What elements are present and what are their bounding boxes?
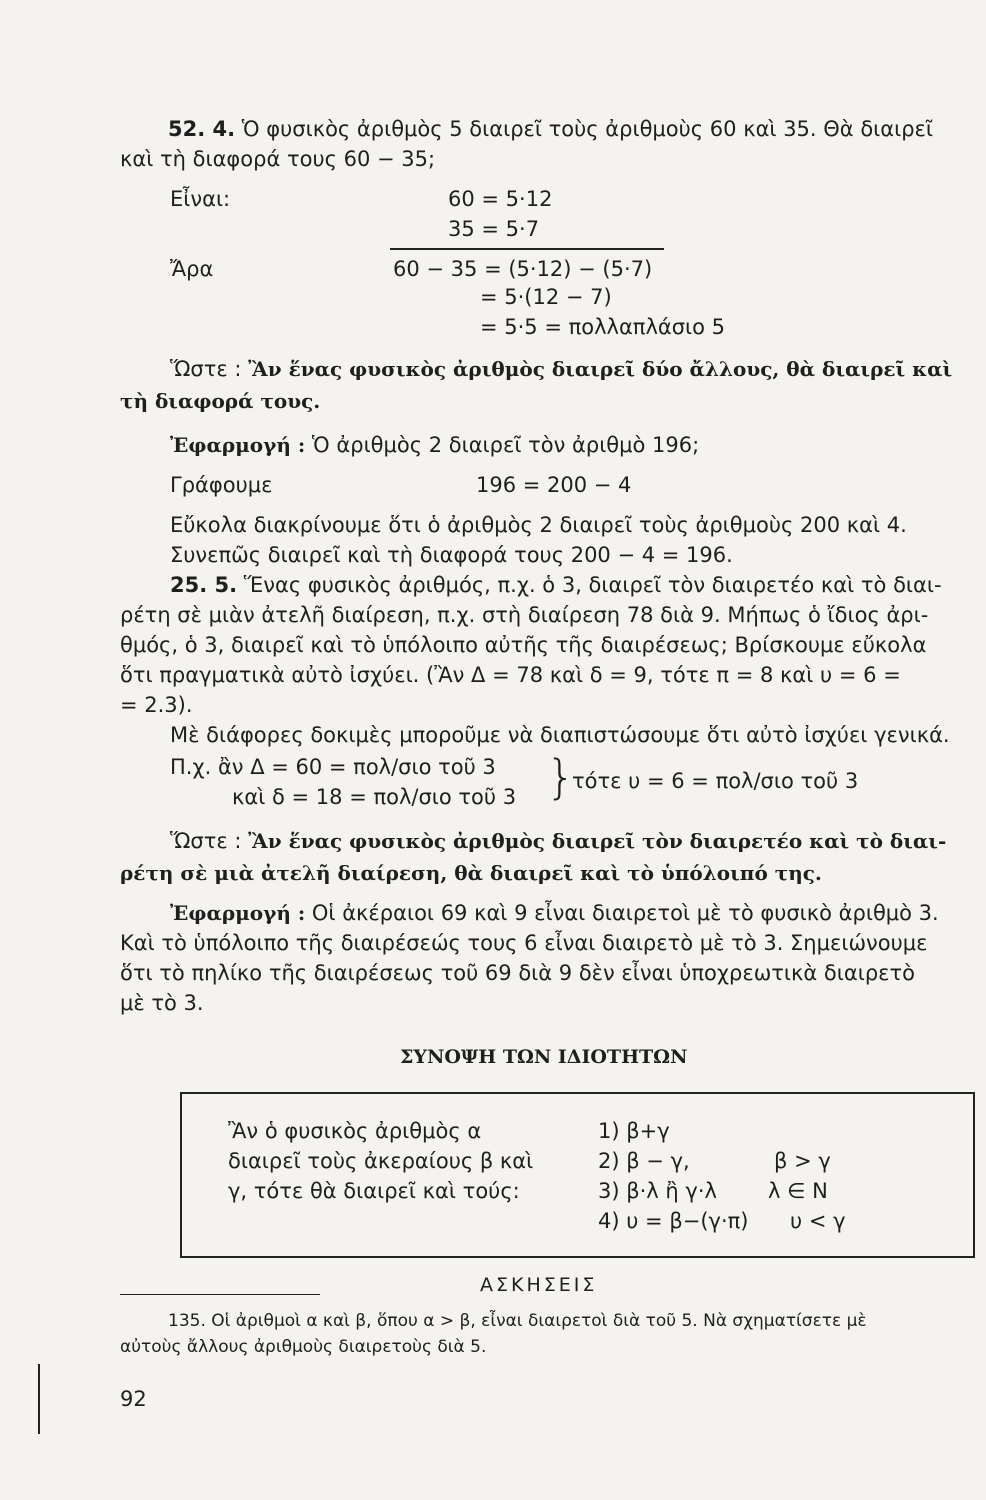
section-25-line4: ὅτι πραγματικὰ αὐτὸ ἰσχύει. (Ἂν Δ = 78 καὶ δ = 9, τότε π = 8 καὶ υ = 6 = bbox=[120, 663, 901, 687]
exercises-heading: ΑΣΚΗΣΕΙΣ bbox=[480, 1274, 598, 1296]
summary-item-3: 3) β·λ ἢ γ·λ bbox=[598, 1179, 717, 1203]
application-2-line1 bbox=[170, 898, 939, 928]
footnote-rule bbox=[120, 1294, 320, 1295]
summary-item-4: 4) υ = β−(γ·π) bbox=[598, 1209, 749, 1233]
section-number: 52. 4. bbox=[168, 117, 236, 141]
summary-item-1: 1) β+γ bbox=[598, 1119, 670, 1143]
section-25-line3: θμός, ὁ 3, διαιρεῖ καὶ τὸ ὑπόλοιπο αὐτῆς τῆς διαιρέσεως; Βρίσκουμε εὔκολα bbox=[120, 633, 927, 657]
section-25-line2: ρέτη σὲ μιὰν ἀτελῆ διαίρεση, π.χ. στὴ διαίρεση 78 διὰ 9. Μήπως ὁ ἴδιος ἀρι- bbox=[120, 603, 929, 627]
section-52-intro-line2: καὶ τὴ διαφορά τους 60 − 35; bbox=[120, 147, 436, 171]
application-line1: Εὔκολα διακρίνουμε ὅτι ὁ ἀριθμὸς 2 διαιρεῖ τοὺς ἀριθμοὺς 200 καὶ 4. bbox=[170, 513, 907, 537]
summary-left-line1: Ἂν ὁ φυσικὸς ἀριθμὸς α bbox=[228, 1119, 482, 1143]
rule-1-text: Ἂν ἕνας φυσικὸς ἀριθμὸς διαιρεῖ δύο ἄλλους, θὰ διαιρεῖ καὶ bbox=[248, 357, 953, 381]
rule-2-line2: ρέτη σὲ μιὰ ἀτελῆ διαίρεση, θὰ διαιρεῖ καὶ τὸ ὑπόλοιπό της. bbox=[120, 861, 822, 885]
section-25-line5: = 2.3). bbox=[120, 693, 193, 717]
equation-difference: 60 − 35 = (5·12) − (5·7) bbox=[393, 257, 653, 281]
hoste-label: Ὥστε : bbox=[170, 357, 242, 381]
summary-heading: ΣΥΝΟΨΗ ΤΩΝ ΙΔΙΟΤΗΤΩΝ bbox=[400, 1046, 688, 1068]
summary-item-4-condition: υ < γ bbox=[790, 1209, 846, 1233]
margin-line bbox=[38, 1364, 40, 1434]
equation-60: 60 = 5·12 bbox=[448, 187, 553, 211]
rule-2-line1 bbox=[170, 826, 946, 856]
section-52-intro-line1 bbox=[168, 114, 933, 144]
application-2-line2: Καὶ τὸ ὑπόλοιπο τῆς διαιρέσεώς τους 6 εἶναι διαιρετὸ μὲ τὸ 3. Σημειώνουμε bbox=[120, 931, 928, 955]
einai-label: Εἶναι: bbox=[170, 187, 231, 211]
exercise-135-line2: αὐτοὺς ἄλλους ἀριθμοὺς διαιρετοὺς διὰ 5. bbox=[120, 1337, 487, 1357]
section-number: 25. 5. bbox=[170, 573, 238, 597]
example-line1: Π.χ. ἂν Δ = 60 = πολ/σιο τοῦ 3 bbox=[170, 755, 496, 779]
example-line2: καὶ δ = 18 = πολ/σιο τοῦ 3 bbox=[232, 785, 517, 809]
subtraction-rule bbox=[390, 248, 664, 250]
page-number: 92 bbox=[120, 1387, 147, 1411]
equation-result: = 5·5 = πολλαπλάσιο 5 bbox=[480, 315, 726, 339]
rule-2-text: Ἂν ἕνας φυσικὸς ἀριθμὸς διαιρεῖ τὸν διαιρετέο καὶ τὸ διαι- bbox=[248, 829, 947, 853]
application-label: Ἐφαρμογή : bbox=[170, 901, 306, 925]
summary-item-2-condition: β > γ bbox=[774, 1149, 831, 1173]
summary-item-3-condition: λ ∈ N bbox=[768, 1179, 828, 1203]
application-text: Οἱ ἀκέραιοι 69 καὶ 9 εἶναι διαιρετοὶ μὲ τὸ φυσικὸ ἀριθμὸ 3. bbox=[311, 901, 939, 925]
application-text: Ὁ ἀριθμὸς 2 διαιρεῖ τὸν ἀριθμὸ 196; bbox=[311, 433, 700, 457]
exercise-135-line1: 135. Οἱ ἀριθμοὶ α καὶ β, ὅπου α > β, εἶναι διαιρετοὶ διὰ τοῦ 5. Νὰ σχηματίσετε μὲ bbox=[168, 1311, 867, 1331]
section-25-line6: Μὲ διάφορες δοκιμὲς μποροῦμε νὰ διαπιστώσουμε ὅτι αὐτὸ ἰσχύει γενικά. bbox=[170, 723, 950, 747]
application-equation: 196 = 200 − 4 bbox=[476, 473, 632, 497]
equation-35: 35 = 5·7 bbox=[448, 217, 540, 241]
application-label: Ἐφαρμογή : bbox=[170, 433, 306, 457]
summary-left-line2: διαιρεῖ τοὺς ἀκεραίους β καὶ bbox=[228, 1149, 534, 1173]
equation-factor: = 5·(12 − 7) bbox=[480, 285, 612, 309]
rule-1-line1 bbox=[170, 354, 952, 384]
ara-label: Ἄρα bbox=[170, 257, 214, 281]
intro-text: Ὁ φυσικὸς ἀριθμὸς 5 διαιρεῖ τοὺς ἀριθμοὺς 60 καὶ 35. Θὰ διαιρεῖ bbox=[241, 117, 934, 141]
summary-left-line3: γ, τότε θὰ διαιρεῖ καὶ τούς: bbox=[228, 1179, 520, 1203]
application-2-line4: μὲ τὸ 3. bbox=[120, 991, 204, 1015]
application-line2: Συνεπῶς διαιρεῖ καὶ τὴ διαφορά τους 200 − 4 = 196. bbox=[170, 543, 733, 567]
section-25-text: Ἕνας φυσικὸς ἀριθμός, π.χ. ὁ 3, διαιρεῖ τὸν διαιρετέο καὶ τὸ διαι- bbox=[243, 573, 942, 597]
grafoume-label: Γράφουμε bbox=[170, 473, 273, 497]
summary-item-2: 2) β − γ, bbox=[598, 1149, 690, 1173]
example-result: τότε υ = 6 = πολ/σιο τοῦ 3 bbox=[572, 769, 859, 793]
application-2-line3: ὅτι τὸ πηλίκο τῆς διαιρέσεως τοῦ 69 διὰ 9 δὲν εἶναι ὑποχρεωτικὰ διαιρετὸ bbox=[120, 961, 916, 985]
hoste-label: Ὥστε : bbox=[170, 829, 242, 853]
right-brace: } bbox=[546, 750, 576, 804]
section-25-line1 bbox=[170, 570, 942, 600]
application-1 bbox=[170, 430, 699, 460]
rule-1-line2: τὴ διαφορά τους. bbox=[120, 389, 321, 413]
